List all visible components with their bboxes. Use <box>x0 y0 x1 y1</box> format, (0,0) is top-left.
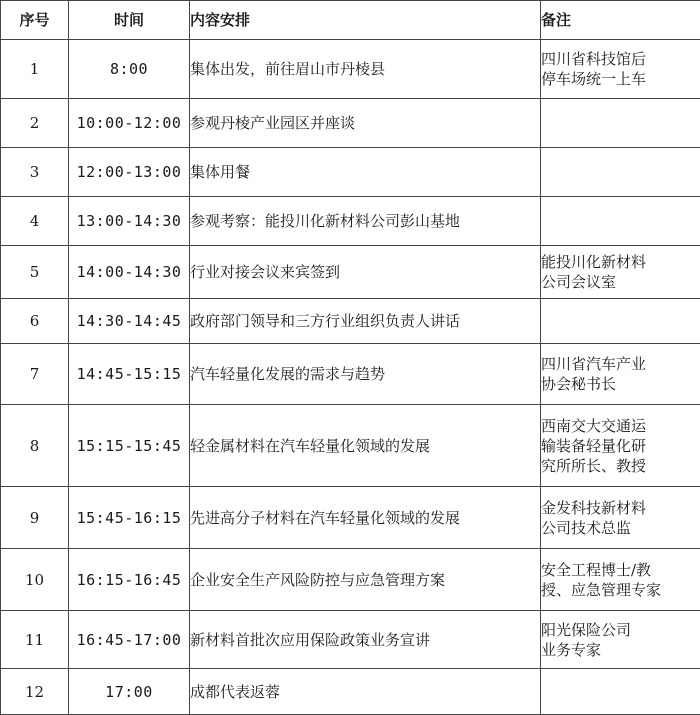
row-note <box>541 99 700 148</box>
row-no: 12 <box>1 669 69 715</box>
header-time: 时间 <box>69 1 190 40</box>
row-time: 16:45-17:00 <box>69 611 190 669</box>
row-time: 17:00 <box>69 669 190 715</box>
note-line: 四川省汽车产业 <box>541 354 700 374</box>
row-no: 6 <box>1 299 69 344</box>
table-row <box>1 99 700 148</box>
note-line: 究所所长、教授 <box>541 456 700 476</box>
row-content: 集体出发，前往眉山市丹棱县 <box>190 40 541 99</box>
table-row <box>1 40 700 99</box>
row-content: 轻金属材料在汽车轻量化领域的发展 <box>190 405 541 487</box>
table-row <box>1 549 700 611</box>
row-time: 16:15-16:45 <box>69 549 190 611</box>
table-body <box>1 40 700 715</box>
row-time: 10:00-12:00 <box>69 99 190 148</box>
row-time: 8:00 <box>69 40 190 99</box>
table-row <box>1 344 700 405</box>
row-no: 7 <box>1 344 69 405</box>
row-time: 13:00-14:30 <box>69 197 190 246</box>
note-line: 公司会议室 <box>541 272 700 292</box>
table-row <box>1 246 700 299</box>
row-note <box>541 344 700 405</box>
row-time: 12:00-13:00 <box>69 148 190 197</box>
row-note <box>541 549 700 611</box>
row-content: 政府部门领导和三方行业组织负责人讲话 <box>190 299 541 344</box>
row-content: 新材料首批次应用保险政策业务宣讲 <box>190 611 541 669</box>
row-time: 14:45-15:15 <box>69 344 190 405</box>
header-row <box>1 1 700 40</box>
row-time: 14:00-14:30 <box>69 246 190 299</box>
note-line: 阳光保险公司 <box>541 620 700 640</box>
note-line: 能投川化新材料 <box>541 252 700 272</box>
note-line: 安全工程博士/教 <box>541 560 700 580</box>
note-line: 西南交大交通运 <box>541 416 700 436</box>
row-note <box>541 246 700 299</box>
row-note <box>541 669 700 715</box>
table-row <box>1 299 700 344</box>
row-time: 15:15-15:45 <box>69 405 190 487</box>
row-content: 先进高分子材料在汽车轻量化领域的发展 <box>190 487 541 549</box>
table-row <box>1 148 700 197</box>
table-row <box>1 611 700 669</box>
row-time: 14:30-14:45 <box>69 299 190 344</box>
row-note <box>541 197 700 246</box>
row-content: 集体用餐 <box>190 148 541 197</box>
table-row <box>1 405 700 487</box>
header-content: 内容安排 <box>190 1 541 40</box>
row-content: 汽车轻量化发展的需求与趋势 <box>190 344 541 405</box>
row-no: 2 <box>1 99 69 148</box>
note-line: 金发科技新材料 <box>541 498 700 518</box>
table-row <box>1 197 700 246</box>
row-no: 1 <box>1 40 69 99</box>
row-content: 企业安全生产风险防控与应急管理方案 <box>190 549 541 611</box>
row-no: 10 <box>1 549 69 611</box>
row-note <box>541 487 700 549</box>
row-time: 15:45-16:15 <box>69 487 190 549</box>
note-line: 公司技术总监 <box>541 518 700 538</box>
row-content: 参观丹棱产业园区并座谈 <box>190 99 541 148</box>
row-note <box>541 299 700 344</box>
row-note <box>541 611 700 669</box>
row-no: 8 <box>1 405 69 487</box>
note-line: 业务专家 <box>541 640 700 660</box>
row-no: 3 <box>1 148 69 197</box>
row-note <box>541 40 700 99</box>
row-note <box>541 405 700 487</box>
note-line: 协会秘书长 <box>541 374 700 394</box>
row-content: 参观考察：能投川化新材料公司彭山基地 <box>190 197 541 246</box>
note-line: 授、应急管理专家 <box>541 580 700 600</box>
row-content: 成都代表返蓉 <box>190 669 541 715</box>
row-note <box>541 148 700 197</box>
note-line: 四川省科技馆后 <box>541 49 700 69</box>
header-no: 序号 <box>1 1 69 40</box>
table-header <box>1 1 700 40</box>
note-line: 停车场统一上车 <box>541 69 700 89</box>
note-line: 输装备轻量化研 <box>541 436 700 456</box>
table-row <box>1 487 700 549</box>
table-row <box>1 669 700 715</box>
row-content: 行业对接会议来宾签到 <box>190 246 541 299</box>
row-no: 4 <box>1 197 69 246</box>
row-no: 11 <box>1 611 69 669</box>
row-no: 9 <box>1 487 69 549</box>
row-no: 5 <box>1 246 69 299</box>
header-note: 备注 <box>541 1 700 40</box>
